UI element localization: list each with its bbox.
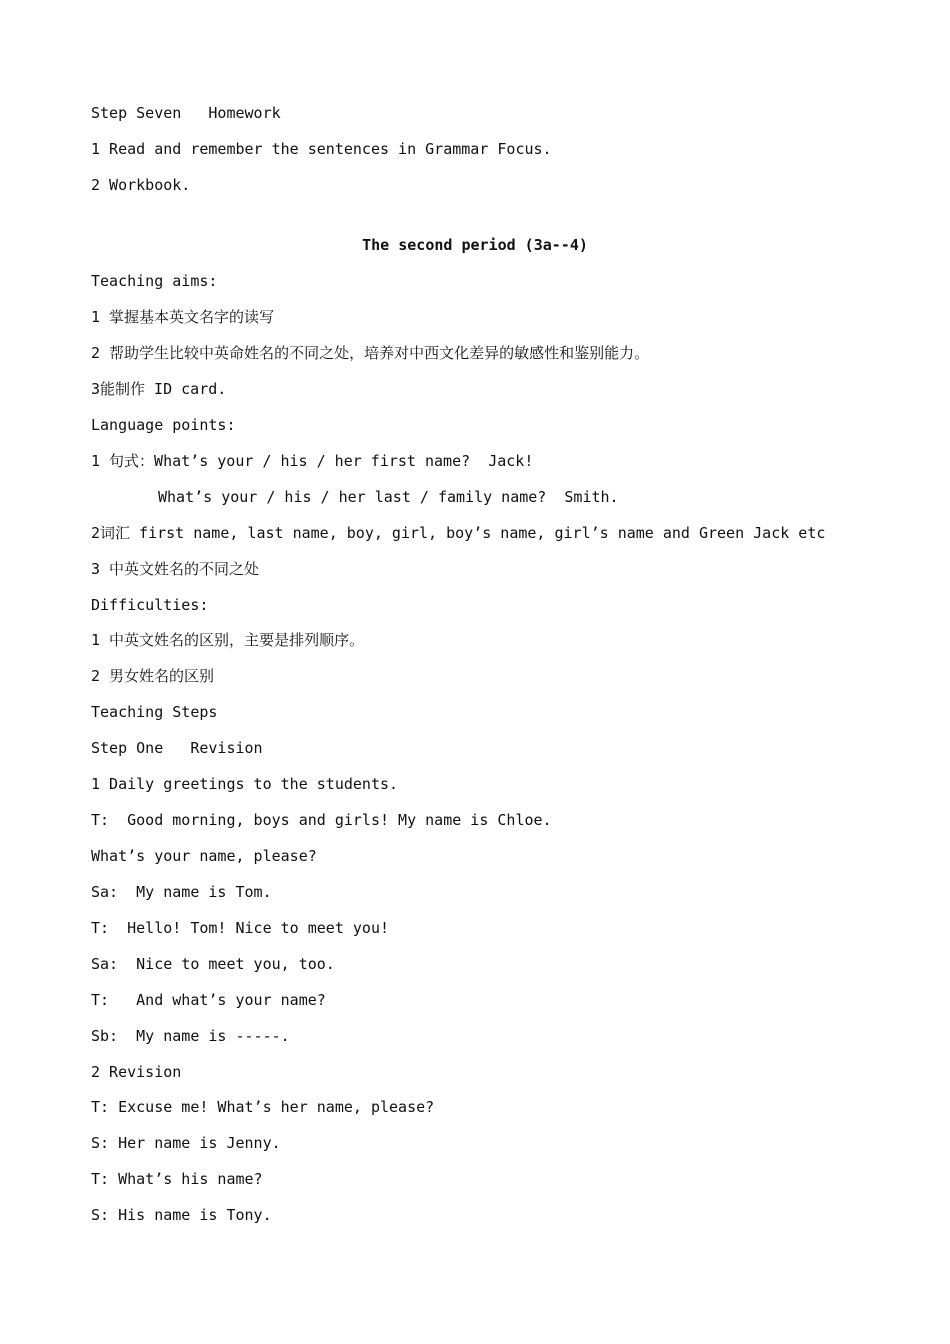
- step-seven-heading: Step Seven Homework: [91, 104, 281, 122]
- dialogue-line: T: Hello! Tom! Nice to meet you!: [91, 919, 390, 937]
- dialogue-line: T: What’s his name?: [91, 1170, 263, 1188]
- language-point-1-continued: What’s your / his / her last / family name? Smith.: [158, 488, 619, 506]
- language-point-2: 2词汇 first name, last name, boy, girl, boy’s name, girl’s name and Green Jack etc: [91, 524, 826, 542]
- homework-item-1: 1 Read and remember the sentences in Grammar Focus.: [91, 140, 552, 158]
- dialogue-line: T: Good morning, boys and girls! My name is Chloe.: [91, 811, 552, 829]
- period-title: The second period (3a--4): [362, 236, 588, 254]
- difficulty-item-2: 2 男女姓名的区别: [91, 667, 215, 685]
- dialogue-line: Sa: My name is Tom.: [91, 883, 272, 901]
- revision-item-2: 2 Revision: [91, 1063, 182, 1081]
- step-one-heading: Step One Revision: [91, 739, 263, 757]
- revision-item-1: 1 Daily greetings to the students.: [91, 775, 399, 793]
- dialogue-line: Sb: My name is -----.: [91, 1027, 290, 1045]
- homework-item-2: 2 Workbook.: [91, 176, 191, 194]
- aim-item-3: 3能制作 ID card.: [91, 380, 227, 398]
- teaching-aims-heading: Teaching aims:: [91, 272, 218, 290]
- dialogue-line: T: Excuse me! What’s her name, please?: [91, 1098, 435, 1116]
- dialogue-line: What’s your name, please?: [91, 847, 317, 865]
- difficulties-heading: Difficulties:: [91, 596, 209, 614]
- teaching-steps-heading: Teaching Steps: [91, 703, 218, 721]
- dialogue-line: Sa: Nice to meet you, too.: [91, 955, 335, 973]
- language-point-1: 1 句式：What’s your / his / her first name? Jack!: [91, 452, 534, 470]
- dialogue-line: T: And what’s your name?: [91, 991, 326, 1009]
- language-points-heading: Language points:: [91, 416, 236, 434]
- dialogue-line: S: Her name is Jenny.: [91, 1134, 281, 1152]
- aim-item-1: 1 掌握基本英文名字的读写: [91, 308, 275, 326]
- dialogue-line: S: His name is Tony.: [91, 1206, 272, 1224]
- difficulty-item-1: 1 中英文姓名的区别，主要是排列顺序。: [91, 631, 365, 649]
- language-point-3: 3 中英文姓名的不同之处: [91, 560, 260, 578]
- aim-item-2: 2 帮助学生比较中英命姓名的不同之处，培养对中西文化差异的敏感性和鉴别能力。: [91, 344, 650, 362]
